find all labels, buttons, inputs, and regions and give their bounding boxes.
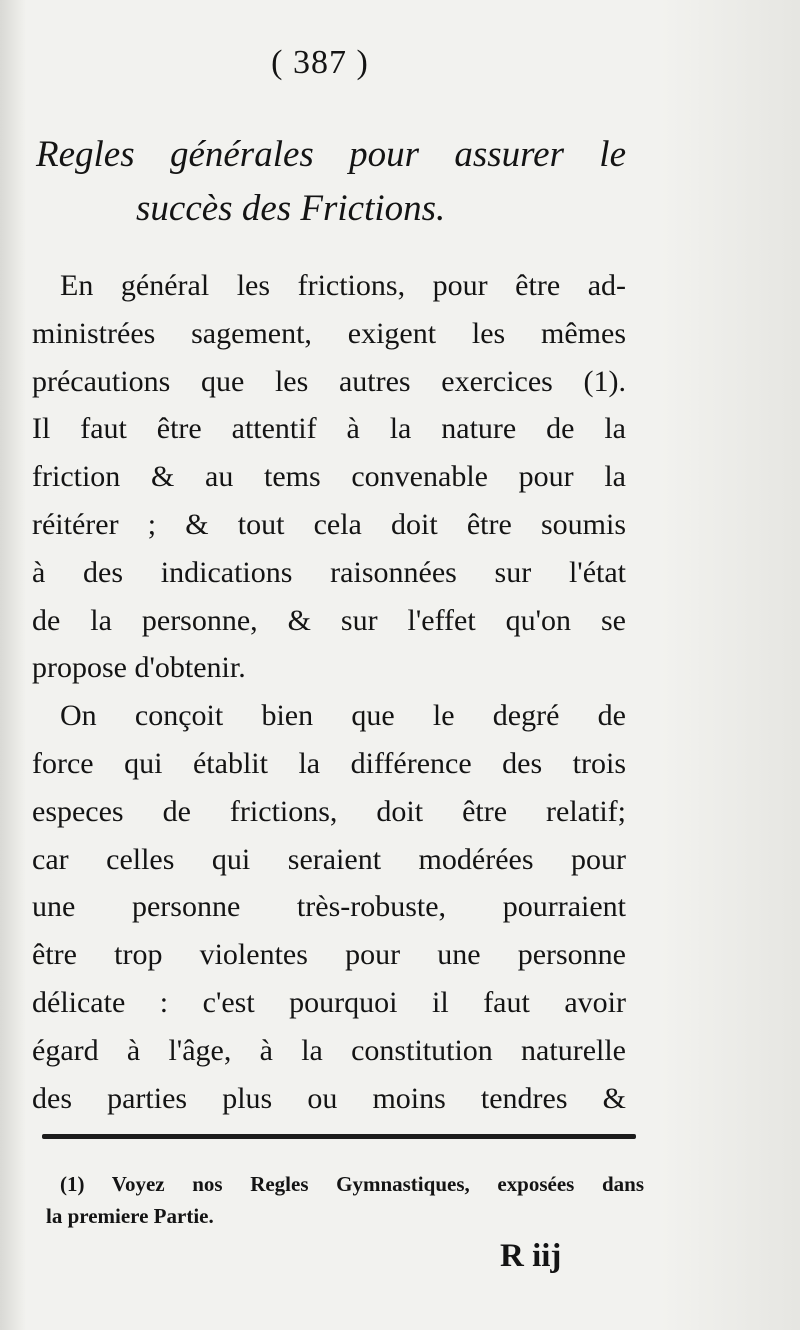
- page-gutter-shadow: [0, 0, 26, 1330]
- text-line: Il faut être attentif à la nature de la: [32, 412, 626, 446]
- signature-mark: R iij: [500, 1238, 562, 1274]
- text-line: On conçoit bien que le degré de: [60, 699, 626, 733]
- show-through-shadow: [660, 0, 800, 1330]
- text-line: à des indications raisonnées sur l'état: [32, 555, 626, 589]
- text-line: délicate : c'est pourquoi il faut avoir: [32, 985, 626, 1019]
- text-line: une personne très-robuste, pourraient: [32, 890, 626, 924]
- text-line: réitérer ; & tout cela doit être soumis: [32, 507, 626, 541]
- footnote-line-1: (1) Voyez nos Regles Gymnastiques, exposées dans: [60, 1172, 644, 1196]
- text-line: des parties plus ou moins tendres &: [32, 1081, 626, 1115]
- section-title: [36, 128, 626, 236]
- section-title-line-2: succès des Frictions.: [136, 188, 446, 229]
- section-title-line-1: Regles générales pour assurer le: [36, 134, 626, 175]
- footnote-rule: [42, 1134, 636, 1139]
- text-line: propose d'obtenir.: [32, 651, 246, 685]
- text-line: être trop violentes pour une personne: [32, 938, 626, 972]
- text-line: especes de frictions, doit être relatif;: [32, 794, 626, 828]
- text-line: ministrées sagement, exigent les mêmes: [32, 316, 626, 350]
- page-number: ( 387 ): [271, 44, 369, 81]
- text-line: car celles qui seraient modérées pour: [32, 842, 626, 876]
- text-line: En général les frictions, pour être ad-: [60, 269, 626, 302]
- footnote-line-2: la premiere Partie.: [46, 1204, 214, 1228]
- text-line: précautions que les autres exercices (1).: [32, 364, 626, 398]
- footnote: [46, 1168, 644, 1232]
- body-text: [32, 262, 626, 1122]
- text-line: friction & au tems convenable pour la: [32, 460, 626, 494]
- text-line: égard à l'âge, à la constitution naturelle: [32, 1033, 626, 1067]
- text-line: de la personne, & sur l'effet qu'on se: [32, 603, 626, 637]
- text-line: force qui établit la différence des trois: [32, 746, 626, 780]
